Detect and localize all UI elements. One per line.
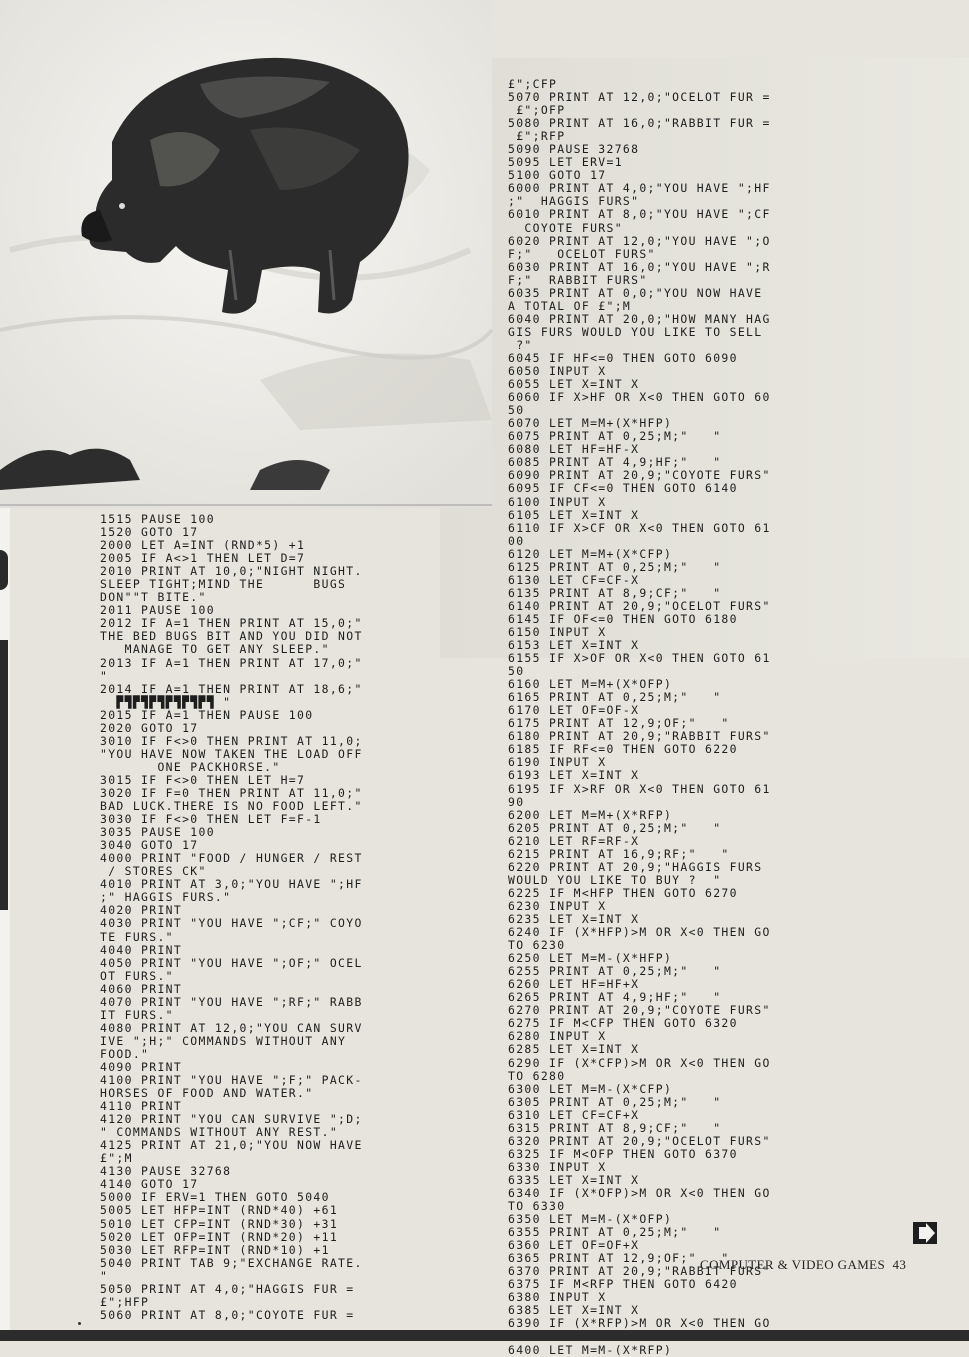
code-line: TO 6230 — [508, 938, 566, 953]
listing-left-column — [100, 513, 480, 1322]
bear-illustration — [0, 0, 492, 508]
code-line: 4070 PRINT "YOU HAVE ";RF;" RABB — [100, 994, 363, 1009]
code-line: 2013 IF A=1 THEN PRINT AT 17,0;" — [100, 655, 363, 670]
code-line: WOULD YOU LIKE TO BUY ? " — [508, 872, 722, 887]
code-line: 5030 LET RFP=INT (RND*10) +1 — [100, 1242, 330, 1257]
code-line: 6045 IF HF<=0 THEN GOTO 6090 — [508, 350, 738, 365]
code-line: / STORES CK" — [100, 864, 207, 879]
code-line: 6135 PRINT AT 8,9;CF;" " — [508, 585, 722, 600]
code-line: 6125 PRINT AT 0,25;M;" " — [508, 559, 722, 574]
code-line: 6150 INPUT X — [508, 624, 607, 639]
bottom-edge — [0, 1330, 969, 1341]
code-line: 4010 PRINT AT 3,0;"YOU HAVE ";HF — [100, 877, 363, 892]
code-line: 4110 PRINT — [100, 1099, 183, 1114]
code-line: £";CFP — [508, 77, 558, 91]
code-line: 6230 INPUT X — [508, 898, 607, 913]
code-line: 6200 LET M=M+(X*RFP) — [508, 807, 673, 822]
code-line: TE FURS." — [100, 929, 174, 944]
code-line: 4040 PRINT — [100, 942, 183, 957]
magazine-name: COMPUTER & VIDEO GAMES — [700, 1257, 886, 1272]
code-line: TO 6330 — [508, 1199, 566, 1214]
code-line: 6225 IF M<HFP THEN GOTO 6270 — [508, 885, 738, 900]
code-line: 6250 LET M=M-(X*HFP) — [508, 951, 673, 966]
code-line: 6040 PRINT AT 20,0;"HOW MANY HAG — [508, 311, 771, 326]
code-line: ;" HAGGIS FURS" — [508, 194, 640, 209]
code-line: 6180 PRINT AT 20,9;"RABBIT FURS" — [508, 729, 771, 744]
code-line: 6360 LET OF=OF+X — [508, 1238, 640, 1253]
code-line: 6120 LET M=M+(X*CFP) — [508, 546, 673, 561]
code-line: 4120 PRINT "YOU CAN SURVIVE ";D; — [100, 1112, 363, 1127]
code-line: £";OFP — [508, 103, 566, 118]
code-line: DON""T BITE." — [100, 590, 207, 605]
code-line: ;" HAGGIS FURS." — [100, 890, 232, 905]
code-line: SLEEP TIGHT;MIND THE BUGS — [100, 577, 347, 592]
code-line: 3035 PAUSE 100 — [100, 825, 215, 840]
code-line: 6055 LET X=INT X — [508, 377, 640, 392]
code-line: 2005 IF A<>1 THEN LET D=7 — [100, 551, 306, 566]
code-line: HORSES OF FOOD AND WATER." — [100, 1086, 314, 1101]
code-line: 6195 IF X>RF OR X<0 THEN GOTO 61 — [508, 781, 771, 796]
code-line: ?" — [508, 337, 533, 352]
code-line: 6060 IF X>HF OR X<0 THEN GOTO 60 — [508, 390, 771, 405]
code-line: 2010 PRINT AT 10,0;"NIGHT NIGHT. — [100, 564, 363, 579]
code-line: 6205 PRINT AT 0,25;M;" " — [508, 820, 722, 835]
code-line: 00 — [508, 533, 525, 548]
code-line: 4020 PRINT — [100, 903, 183, 918]
code-line: 4100 PRINT "YOU HAVE ";F;" PACK- — [100, 1073, 363, 1088]
code-line: " COMMANDS WITHOUT ANY REST." — [100, 1125, 339, 1140]
code-line: 6340 IF (X*OFP)>M OR X<0 THEN GO — [508, 1185, 771, 1200]
code-line: 5050 PRINT AT 4,0;"HAGGIS FUR = — [100, 1281, 355, 1296]
code-line: BAD LUCK.THERE IS NO FOOD LEFT." — [100, 799, 363, 814]
code-line: 6330 INPUT X — [508, 1159, 607, 1174]
code-line: 2020 GOTO 17 — [100, 720, 199, 735]
code-line: MANAGE TO GET ANY SLEEP." — [100, 642, 330, 657]
code-line: £";M — [100, 1151, 133, 1166]
code-line: 6285 LET X=INT X — [508, 1042, 640, 1057]
code-line: 6210 LET RF=RF-X — [508, 833, 640, 848]
code-line: 6300 LET M=M-(X*CFP) — [508, 1081, 673, 1096]
code-line: 6105 LET X=INT X — [508, 507, 640, 522]
code-line: 6365 PRINT AT 12,9;OF;" " — [508, 1251, 730, 1266]
code-line: £";HFP — [100, 1294, 150, 1309]
code-line: 4090 PRINT — [100, 1059, 183, 1074]
code-line: 6390 IF (X*RFP)>M OR X<0 THEN GO — [508, 1316, 771, 1331]
code-line: 6110 IF X>CF OR X<0 THEN GOTO 61 — [508, 520, 771, 535]
code-line: 6220 PRINT AT 20,9;"HAGGIS FURS — [508, 859, 763, 874]
code-line: A TOTAL OF £";M — [508, 298, 632, 313]
code-line: 6075 PRINT AT 0,25;M;" " — [508, 429, 722, 444]
code-line: " — [100, 1268, 109, 1283]
code-line: 6165 PRINT AT 0,25;M;" " — [508, 690, 722, 705]
code-line: 6335 LET X=INT X — [508, 1172, 640, 1187]
code-line: 5020 LET OFP=INT (RND*20) +11 — [100, 1229, 339, 1244]
code-line: 6193 LET X=INT X — [508, 768, 640, 783]
code-line: 4030 PRINT "YOU HAVE ";CF;" COYO — [100, 916, 363, 931]
code-line: 2014 IF A=1 THEN PRINT AT 18,6;" — [100, 681, 363, 696]
code-line: 6265 PRINT AT 4,9;HF;" " — [508, 990, 722, 1005]
code-line: 2015 IF A=1 THEN PAUSE 100 — [100, 707, 314, 722]
code-line: 3015 IF F<>0 THEN LET H=7 — [100, 772, 306, 787]
code-line: 6155 IF X>OF OR X<0 THEN GOTO 61 — [508, 651, 771, 666]
code-line: 5100 GOTO 17 — [508, 168, 607, 183]
left-margin — [0, 508, 10, 1341]
code-line: 6100 INPUT X — [508, 494, 607, 509]
code-line: 2012 IF A=1 THEN PRINT AT 15,0;" — [100, 616, 363, 631]
code-line: 6270 PRINT AT 20,9;"COYOTE FURS" — [508, 1003, 771, 1018]
code-line: 3040 GOTO 17 — [100, 838, 199, 853]
code-line: 6325 IF M<OFP THEN GOTO 6370 — [508, 1146, 738, 1161]
code-line: FOOD." — [100, 1046, 150, 1061]
code-line: 6090 PRINT AT 20,9;"COYOTE FURS" — [508, 468, 771, 483]
left-edge-bar — [0, 640, 8, 910]
code-line: 4060 PRINT — [100, 981, 183, 996]
code-line: 6235 LET X=INT X — [508, 912, 640, 926]
code-line: £";RFP — [508, 129, 566, 144]
page-number: 43 — [892, 1257, 907, 1272]
code-line: 50 — [508, 403, 525, 418]
code-line: 3010 IF F<>0 THEN PRINT AT 11,0; — [100, 733, 363, 748]
code-line: 4125 PRINT AT 21,0;"YOU NOW HAVE — [100, 1138, 363, 1153]
code-line: 6175 PRINT AT 12,9;OF;" " — [508, 716, 730, 731]
speck — [78, 1322, 81, 1325]
code-line: 4050 PRINT "YOU HAVE ";OF;" OCEL — [100, 955, 363, 970]
code-line: 6400 LET M=M-(X*RFP) — [508, 1342, 673, 1357]
code-line: 5095 LET ERV=1 — [508, 155, 623, 170]
code-line: 6130 LET CF=CF-X — [508, 572, 640, 587]
code-line: 6315 PRINT AT 8,9;CF;" " — [508, 1120, 722, 1135]
code-line: 3020 IF F=0 THEN PRINT AT 11,0;" — [100, 785, 363, 800]
continue-arrow-icon — [913, 1222, 937, 1244]
code-line: 6080 LET HF=HF-X — [508, 442, 640, 457]
code-line: 5040 PRINT TAB 9;"EXCHANGE RATE. — [100, 1255, 363, 1270]
code-line: 1515 PAUSE 100 — [100, 512, 215, 526]
page-footer — [700, 1257, 906, 1273]
code-line: ▛▜▛▜▛▜▛▜▛▜▛▜ " — [100, 694, 232, 709]
code-line: 6030 PRINT AT 16,0;"YOU HAVE ";R — [508, 259, 771, 274]
code-line: 5080 PRINT AT 16,0;"RABBIT FUR = — [508, 116, 771, 131]
code-line: 6275 IF M<CFP THEN GOTO 6320 — [508, 1016, 738, 1031]
code-line: 5000 IF ERV=1 THEN GOTO 5040 — [100, 1190, 330, 1205]
left-edge-mark — [0, 550, 8, 590]
code-line: F;" OCELOT FURS" — [508, 246, 656, 261]
code-line: 6370 PRINT AT 20,9;"RABBIT FURS" — [508, 1264, 771, 1279]
code-line: 4130 PAUSE 32768 — [100, 1164, 232, 1179]
code-line: IT FURS." — [100, 1007, 174, 1022]
code-line: GIS FURS WOULD YOU LIKE TO SELL — [508, 324, 763, 339]
code-line: 6070 LET M=M+(X*HFP) — [508, 416, 673, 431]
code-line: 6305 PRINT AT 0,25;M;" " — [508, 1094, 722, 1109]
code-line: 6153 LET X=INT X — [508, 638, 640, 653]
code-line: 1520 GOTO 17 — [100, 525, 199, 540]
code-line: 6095 IF CF<=0 THEN GOTO 6140 — [508, 481, 738, 496]
listing-right-column — [508, 78, 892, 1357]
code-line: 50 — [508, 664, 525, 679]
code-line: 6310 LET CF=CF+X — [508, 1107, 640, 1122]
code-line: 6375 IF M<RFP THEN GOTO 6420 — [508, 1277, 738, 1292]
code-line: 6035 PRINT AT 0,0;"YOU NOW HAVE — [508, 285, 763, 300]
code-line: 6085 PRINT AT 4,9;HF;" " — [508, 455, 722, 470]
code-line: 6255 PRINT AT 0,25;M;" " — [508, 964, 722, 979]
code-line: 4000 PRINT "FOOD / HUNGER / REST — [100, 851, 363, 866]
code-line: IVE ";H;" COMMANDS WITHOUT ANY — [100, 1033, 347, 1048]
code-line: 4080 PRINT AT 12,0;"YOU CAN SURV — [100, 1020, 363, 1035]
code-line: COYOTE FURS" — [508, 220, 623, 235]
code-line: 6010 PRINT AT 8,0;"YOU HAVE ";CF — [508, 207, 771, 222]
code-line: 6260 LET HF=HF+X — [508, 977, 640, 992]
code-line: 90 — [508, 794, 525, 809]
code-line: "YOU HAVE NOW TAKEN THE LOAD OFF — [100, 746, 363, 761]
code-line: 6290 IF (X*CFP)>M OR X<0 THEN GO — [508, 1055, 771, 1070]
code-line: 5010 LET CFP=INT (RND*30) +31 — [100, 1216, 339, 1231]
code-line: 6355 PRINT AT 0,25;M;" " — [508, 1225, 722, 1240]
code-line: 6350 LET M=M-(X*OFP) — [508, 1212, 673, 1227]
code-line: TO 6280 — [508, 1068, 566, 1083]
code-line: 6280 INPUT X — [508, 1029, 607, 1044]
code-line: OT FURS." — [100, 968, 174, 983]
code-line: 6170 LET OF=OF-X — [508, 703, 640, 718]
code-line: 5090 PAUSE 32768 — [508, 142, 640, 157]
code-line: F;" RABBIT FURS" — [508, 272, 648, 287]
code-line: 6160 LET M=M+(X*OFP) — [508, 677, 673, 692]
code-line: 6240 IF (X*HFP)>M OR X<0 THEN GO — [508, 925, 771, 940]
code-line: 5070 PRINT AT 12,0;"OCELOT FUR = — [508, 90, 771, 105]
code-line: 6020 PRINT AT 12,0;"YOU HAVE ";O — [508, 233, 771, 248]
code-line: 5060 PRINT AT 8,0;"COYOTE FUR = — [100, 1307, 355, 1322]
code-line: 2000 LET A=INT (RND*5) +1 — [100, 538, 306, 553]
code-line: 6050 INPUT X — [508, 364, 607, 379]
code-line: 6190 INPUT X — [508, 755, 607, 770]
bear-painting — [0, 0, 492, 508]
code-line: 6380 INPUT X — [508, 1290, 607, 1305]
code-line: 6185 IF RF<=0 THEN GOTO 6220 — [508, 742, 738, 757]
code-line: 3030 IF F<>0 THEN LET F=F-1 — [100, 812, 322, 827]
code-line: 6000 PRINT AT 4,0;"YOU HAVE ";HF — [508, 181, 771, 196]
code-line: " — [100, 668, 109, 683]
code-line: 6140 PRINT AT 20,9;"OCELOT FURS" — [508, 598, 771, 613]
code-line: 2011 PAUSE 100 — [100, 603, 215, 618]
code-line: 4140 GOTO 17 — [100, 1177, 199, 1192]
code-line: 6215 PRINT AT 16,9;RF;" " — [508, 846, 730, 861]
code-line: THE BED BUGS BIT AND YOU DID NOT — [100, 629, 363, 644]
code-line: ONE PACKHORSE." — [100, 759, 281, 774]
code-line: 5005 LET HFP=INT (RND*40) +61 — [100, 1203, 339, 1218]
code-line: 6385 LET X=INT X — [508, 1303, 640, 1318]
code-line: 6145 IF OF<=0 THEN GOTO 6180 — [508, 611, 738, 626]
code-line: 6320 PRINT AT 20,9;"OCELOT FURS" — [508, 1133, 771, 1148]
